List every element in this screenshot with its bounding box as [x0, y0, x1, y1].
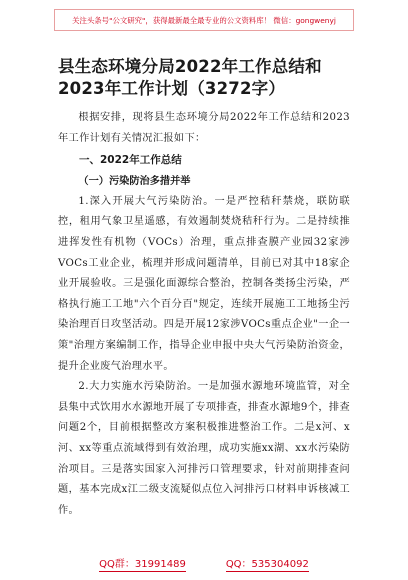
promo-banner [54, 9, 354, 31]
body-paragraph-2: 2.大力实施水污染防治。一是加强水源地环境监管，对全县集中式饮用水水源地开展了专项排查，排查水源地9个，排查问题2个，目前根据整改方案积极推进整治工作。二是x河、x河、xx等重点流域得到有效治理，成功实施xx湖、xx水污染防治项目。三是落实国家入河排污口管理要求，针对前期排查问题，基本完成x江二级支流疑似点位入河排污口材料申诉核减工作。 [58, 381, 350, 516]
intro-paragraph: 根据安排，现将县生态环境分局2022年工作总结和2023年工作计划有关情况汇报如下： [58, 112, 350, 144]
document-title: 县生态环境分局2022年工作总结和2023年工作计划（3272字） [58, 57, 322, 98]
contact-footer [0, 558, 408, 572]
qq-group-link[interactable]: QQ群：31991489 [99, 559, 186, 570]
subsection-heading: （一）污染防治多措并举 [78, 175, 191, 188]
promo-banner-text: 关注头条号"公文研究"，获得最新最全最专业的公文资料库！ 微信：gongwenyj [72, 15, 336, 25]
qq-contact-link[interactable]: QQ：535304092 [225, 559, 309, 570]
document-page [58, 56, 350, 521]
body-paragraph-1: 1.深入开展大气污染防治。一是严控秸秆禁烧，联防联控，租用气象卫星遥感，有效遏制焚烧秸秆行为。二是持续推进挥发性有机物（VOCs）治理，重点排查膜产业园32家涉VOCs工业企业，梳理并形成问题清单，目前已对其中18家企业开展验收。三是强化面源综合整治，控制各类扬尘污染，严格执行施工工地"六个百分百"规定，连续开展施工工地扬尘污染治理百日攻坚活动。四是开展12家涉VOCs重点企业"一企一策"治理方案编制工作，指导企业申报中央大气污染防治资金，提升企业废气治理水平。 [58, 195, 350, 372]
section-heading: 一、2022年工作总结 [79, 154, 182, 167]
